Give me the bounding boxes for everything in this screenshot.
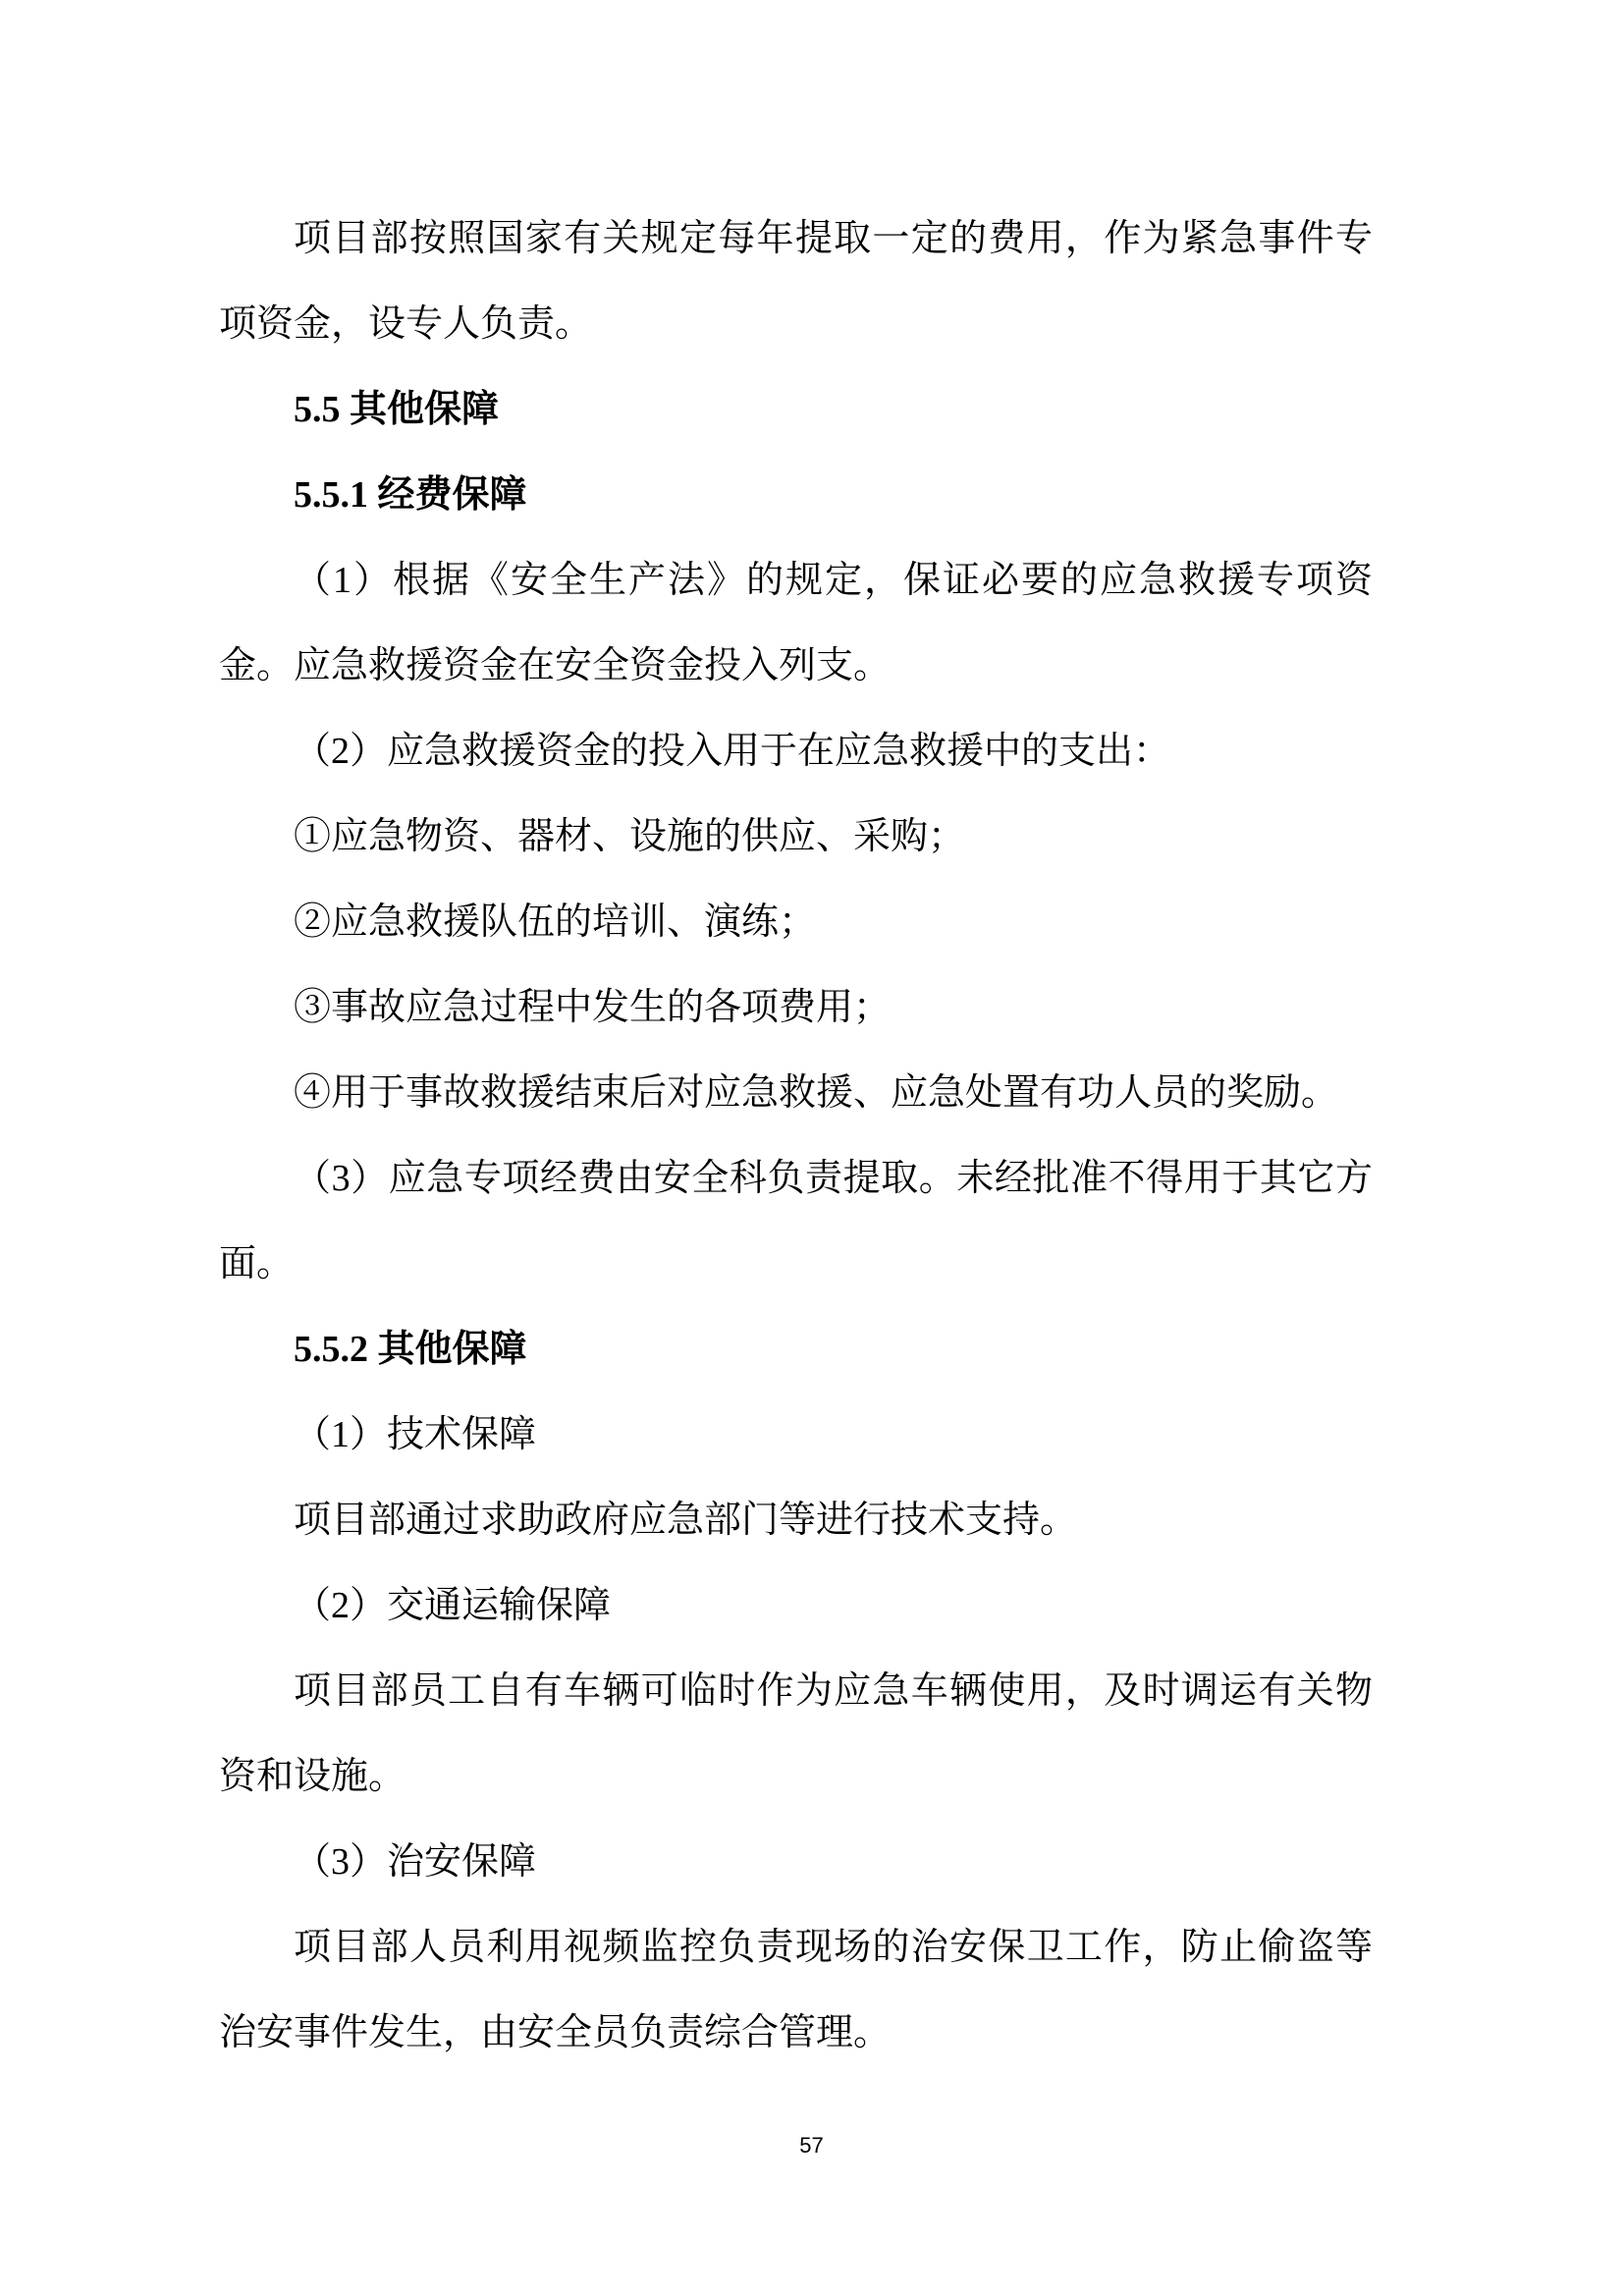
paragraph: ②应急救援队伍的培训、演练； (294, 902, 817, 943)
paragraph: 项目部员工自有车辆可临时作为应急车辆使用，及时调运有关物资和设施。 (219, 1670, 1373, 1797)
paragraph: （3）应急专项经费由安全科负责提取。未经批准不得用于其它方面。 (219, 1158, 1373, 1285)
paragraph: （2）交通运输保障 (294, 1585, 612, 1626)
paragraph: （2）应急救援资金的投入用于在应急救援中的支出： (294, 731, 1171, 772)
section-heading: 5.5.2 其他保障 (294, 1329, 527, 1370)
paragraph: （1）技术保障 (294, 1414, 537, 1455)
paragraph: ①应急物资、器材、设施的供应、采购； (294, 816, 966, 857)
paragraph: 项目部通过求助政府应急部门等进行技术支持。 (294, 1500, 1078, 1541)
paragraph: ③事故应急过程中发生的各项费用； (294, 987, 892, 1028)
paragraph: （3）治安保障 (294, 1841, 537, 1883)
section-heading: 5.5.1 经费保障 (294, 474, 527, 516)
paragraph: 项目部按照国家有关规定每年提取一定的费用，作为紧急事件专项资金，设专人负责。 (219, 218, 1373, 345)
paragraph: ④用于事故救援结束后对应急救援、应急处置有功人员的奖励。 (294, 1072, 1339, 1114)
document-body (219, 196, 1373, 2076)
section-heading: 5.5 其他保障 (294, 389, 500, 430)
paragraph: 项目部人员利用视频监控负责现场的治安保卫工作，防止偷盗等治安事件发生，由安全员负责综合管理。 (219, 1927, 1373, 2053)
page-number: 57 (799, 2133, 824, 2158)
paragraph: （1）根据《安全生产法》的规定，保证必要的应急救援专项资金。应急救援资金在安全资金投入列支。 (219, 560, 1373, 686)
